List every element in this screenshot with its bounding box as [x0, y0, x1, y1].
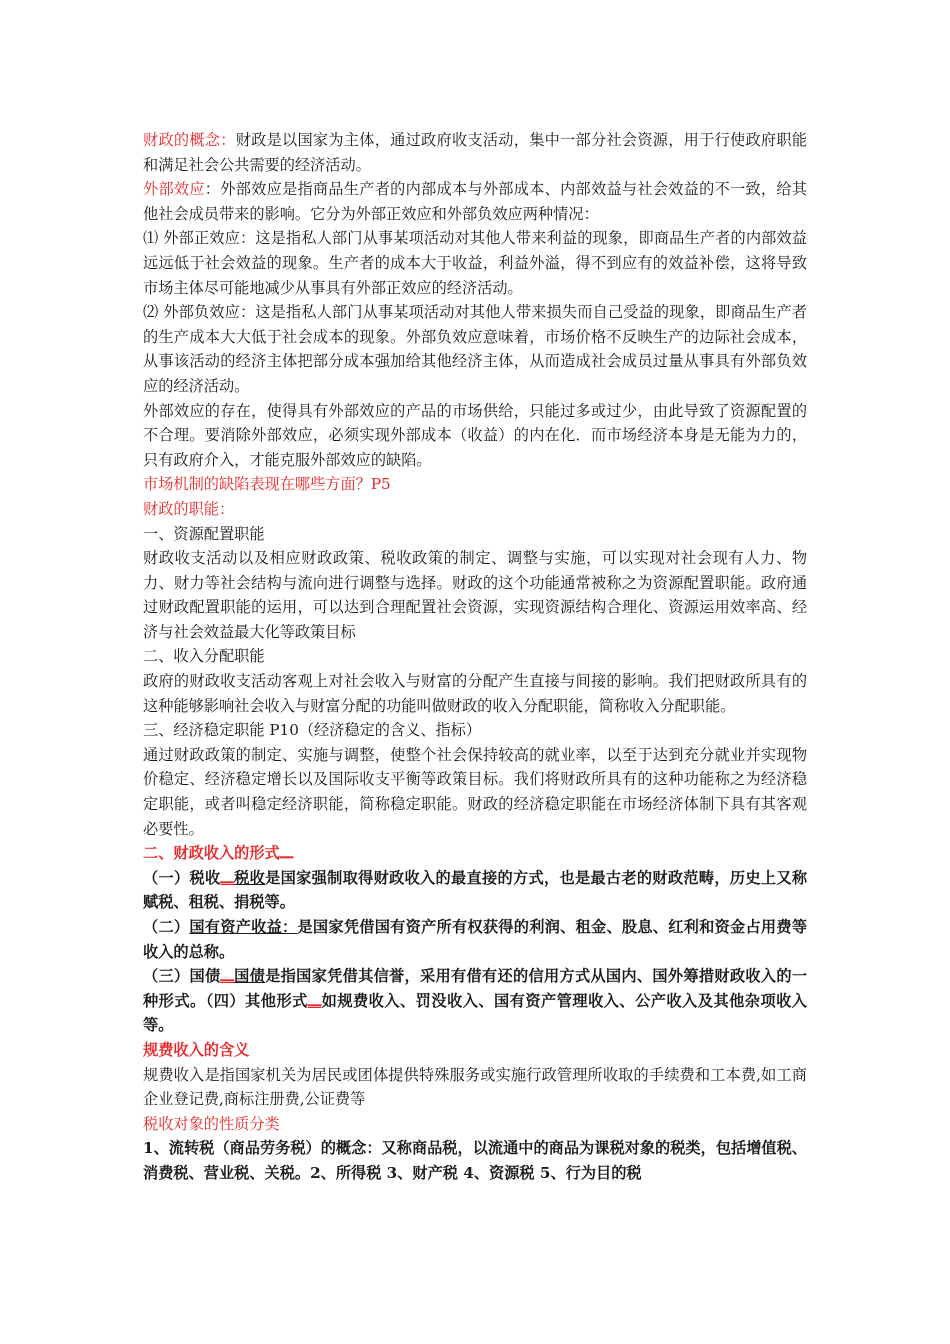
paragraph-fee-income: 规费收入是指国家机关为居民或团体提供特殊服务或实施行政管理所收取的手续费和工本费,如工商企业登记费,商标注册费,公证费等 — [143, 1065, 807, 1109]
paragraph-externality — [143, 177, 807, 226]
debt-term: 国债 — [233, 967, 266, 986]
paragraph-externality-existence: 外部效应的存在，使得具有外部效应的产品的市场供给，只能过多或过少，由此导致了资源配置的不合理。要消除外部效应，必须实现外部成本（收益）的内在化．而市场经济本身是无能为力的，只有政府介入，才能克服外部效应的缺陷。 — [143, 401, 807, 469]
paragraph-economic-stability: 通过财政政策的制定、实施与调整，使整个社会保持较高的就业率，以至于达到充分就业并实现物价稳定、经济稳定增长以及国际收支平衡等政策目标。我们将财政所具有的这种功能称之为经济稳定职能，或者叫稳定经济职能，简称稳定职能。财政的经济稳定职能在市场经济体制下具有其客观必要性。 — [143, 745, 807, 838]
revision-mark: ـــ — [307, 991, 322, 1010]
heading-economic-stability: 三、经济稳定职能 P10（经济稳定的含义、指标） — [143, 721, 482, 740]
revision-mark: ـــ — [220, 868, 234, 887]
debt-label: （三）国债 — [143, 967, 221, 986]
heading-revenue-forms-text: 二、财政收入的形式 — [143, 844, 280, 863]
other-forms-text: 如规费收入、罚没收入、国有资产管理收入、公产收入及其他杂项收入等。 — [143, 991, 807, 1035]
tax-term: 税收 — [233, 868, 266, 887]
paragraph-finance-concept — [143, 128, 807, 177]
document-page — [143, 128, 807, 1186]
asset-label: （二） — [143, 918, 190, 936]
paragraph-positive-externality: ⑴ 外部正效应：这是指私人部门从事某项活动对其他人带来利益的现象，即商品生产者的内部效益远远低于社会效益的现象。生产者的成本大于收益，利益外溢，得不到应有的效益补偿，这将导致市场主体尽可能地减少从事具有外部正效应的经济活动。 — [143, 229, 807, 297]
revision-mark: ـــ — [279, 844, 294, 863]
tax-text: 是国家强制取得财政收入的最直接的方式，也是最古老的财政范畴，历史上又称赋税、租税、捐税等。 — [143, 868, 808, 912]
debt-text: 是指国家凭借其信誉，采用有借有还的信用方式从国内、国外筹措财政收入的一种形式。（四）其他形式 — [143, 967, 808, 1010]
asset-term: 国有资产收益： — [189, 918, 298, 936]
heading-income-distribution: 二、收入分配职能 — [143, 647, 265, 666]
term-externality: 外部效应 — [143, 180, 205, 199]
paragraph-tax-classification: 1、流转税（商品劳务税）的概念：又称商品税，以流通中的商品为课税对象的税类，包括增值税、消费税、营业税、关税。2、所得税 3、财产税 4、资源税 5、行为目的税 — [143, 1139, 807, 1182]
heading-market-defects: 市场机制的缺陷表现在哪些方面？P5 — [143, 475, 391, 494]
paragraph-tax — [143, 866, 807, 915]
heading-tax-classification: 税收对象的性质分类 — [143, 1114, 280, 1133]
heading-revenue-forms — [143, 841, 807, 866]
paragraph-resource-allocation: 财政收支活动以及相应财政政策、税收政策的制定、调整与实施，可以实现对社会现有人力、物力、财力等社会结构与流向进行调整与选择。财政的这个功能通常被称之为资源配置职能。政府通过财政配置职能的运用，可以达到合理配置社会资源，实现资源结构合理化、资源运用效率高、经济与社会效益最大化等政策目标 — [143, 549, 807, 641]
asset-text: 是国家凭借国有资产所有权获得的利润、租金、股息、红利和资金占用费等收入的总称。 — [143, 918, 808, 961]
paragraph-state-asset-income — [143, 915, 807, 964]
paragraph-negative-externality: ⑵ 外部负效应：这是指私人部门从事某项活动对其他人带来损失而自己受益的现象，即商品生产者的生产成本大大低于社会成本的现象。外部负效应意味着，市场价格不反映生产的边际社会成本，从事该活动的经济主体把部分成本强加给其他经济主体，从而造成社会成员过量从事具有外部负效应的经济活动。 — [143, 303, 807, 395]
text-externality: ：外部效应是指商品生产者的内部成本与外部成本、内部效益与社会效益的不一致，给其他社会成员带来的影响。它分为外部正效应和外部负效应两种情况： — [143, 180, 808, 223]
heading-fee-income: 规费收入的含义 — [143, 1040, 250, 1059]
tax-label: （一）税收 — [143, 868, 221, 887]
heading-finance-functions: 财政的职能： — [143, 499, 235, 518]
paragraph-income-distribution: 政府的财政收支活动客观上对社会收入与财富的分配产生直接与间接的影响。我们把财政所具有的这种能够影响社会收入与财富分配的功能叫做财政的收入分配职能，简称收入分配职能。 — [143, 672, 807, 715]
paragraph-national-debt — [143, 964, 807, 1038]
revision-mark: ـــ — [220, 967, 234, 986]
heading-resource-allocation: 一、资源配置职能 — [143, 524, 265, 543]
term-finance-concept: 财政的概念： — [143, 131, 236, 149]
text-finance-concept: 财政是以国家为主体，通过政府收支活动，集中一部分社会资源，用于行使政府职能和满足社会公共需要的经济活动。 — [143, 131, 808, 174]
